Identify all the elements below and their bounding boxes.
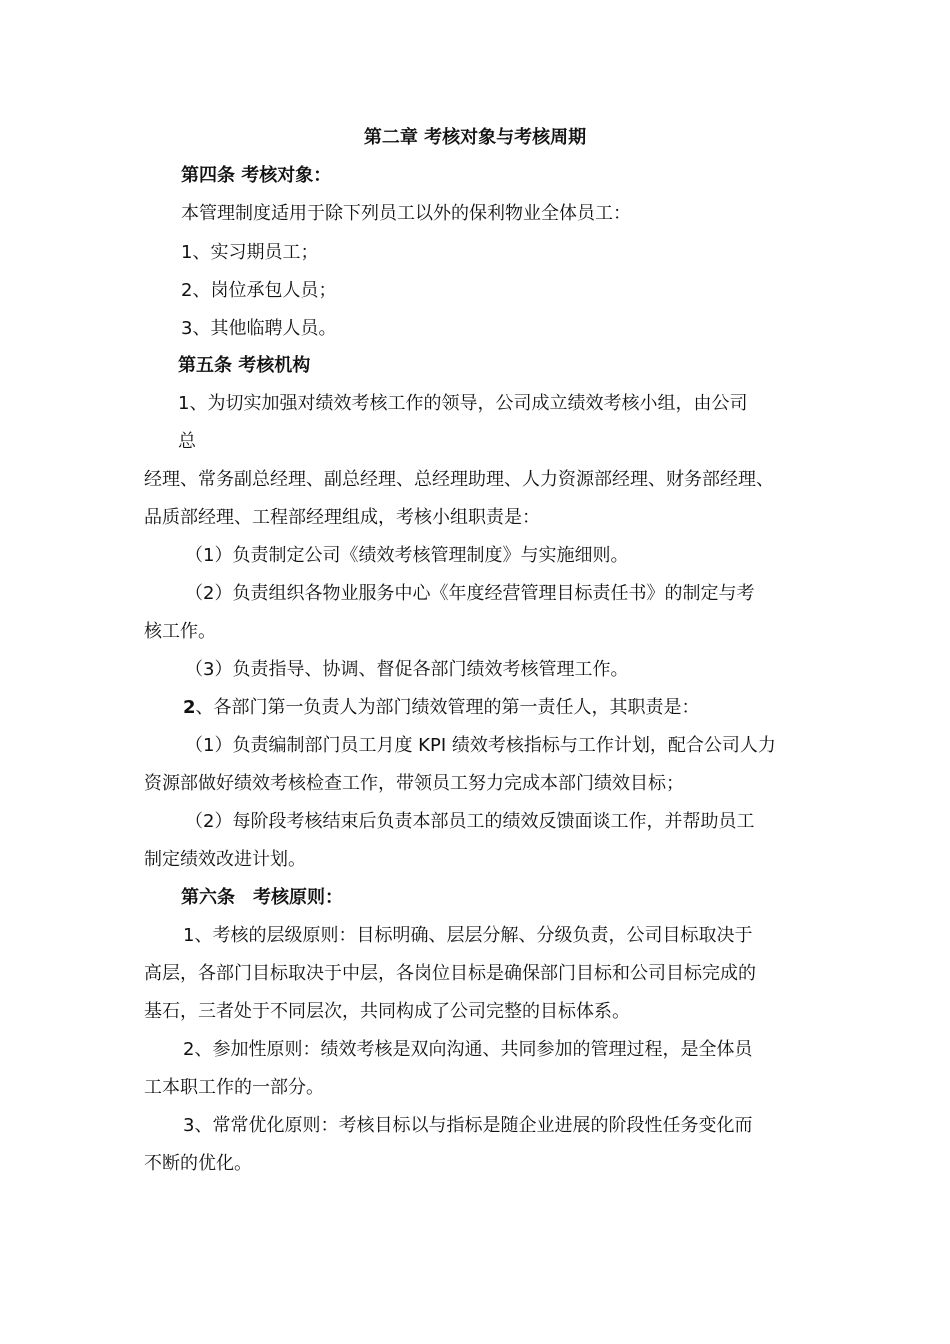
article-5-para-2-number: 2 — [183, 697, 196, 718]
article-5-resp-2-line-2: 制定绩效改进计划。 — [144, 849, 306, 870]
article-6-principle-1-line-1: 1、考核的层级原则：目标明确、层层分解、分级负责，公司目标取决于 — [183, 925, 753, 946]
article-6-principle-2-line-1: 2、参加性原则：绩效考核是双向沟通、共同参加的管理过程，是全体员 — [183, 1039, 753, 1060]
article-5-para-1-line-1: 1、为切实加强对绩效考核工作的领导，公司成立绩效考核小组，由公司 — [178, 393, 748, 414]
article-5-resp-2-line-1: （2）每阶段考核结束后负责本部员工的绩效反馈面谈工作，并帮助员工 — [185, 811, 755, 832]
article-4-item-3: 3、其他临聘人员。 — [181, 318, 337, 339]
article-5-duty-3: （3）负责指导、协调、督促各部门绩效考核管理工作。 — [185, 659, 629, 680]
article-5-duty-2-line-1: （2）负责组织各物业服务中心《年度经营管理目标责任书》的制定与考 — [185, 583, 755, 604]
article-5-para-1-line-4: 品质部经理、工程部经理组成，考核小组职责是： — [144, 507, 540, 528]
chapter-title: 第二章 考核对象与考核周期 — [363, 127, 587, 148]
article-5-para-2 — [183, 695, 700, 721]
article-5-duty-2-line-2: 核工作。 — [144, 621, 216, 642]
article-6-principle-1-line-3: 基石，三者处于不同层次，共同构成了公司完整的目标体系。 — [144, 1001, 630, 1022]
article-5-para-1-line-3: 经理、常务副总经理、副总经理、总经理助理、人力资源部经理、财务部经理、 — [144, 469, 774, 490]
article-6-principle-3-line-1: 3、常常优化原则：考核目标以与指标是随企业进展的阶段性任务变化而 — [183, 1115, 753, 1136]
article-5-duty-1: （1）负责制定公司《绩效考核管理制度》与实施细则。 — [185, 545, 629, 566]
article-5-resp-1-line-1: （1）负责编制部门员工月度 KPI 绩效考核指标与工作计划，配合公司人力 — [185, 735, 776, 756]
article-4-item-2: 2、岗位承包人员； — [181, 280, 337, 301]
article-6-heading: 第六条 考核原则： — [181, 887, 343, 908]
article-4-item-1: 1、实习期员工； — [181, 242, 319, 263]
article-4-heading: 第四条 考核对象： — [181, 165, 332, 186]
article-6-principle-2-line-2: 工本职工作的一部分。 — [144, 1077, 324, 1098]
article-5-resp-1-line-2: 资源部做好绩效考核检查工作，带领员工努力完成本部门绩效目标； — [144, 773, 684, 794]
article-5-para-2-text: 、各部门第一负责人为部门绩效管理的第一责任人，其职责是： — [195, 697, 700, 718]
article-5-para-1-line-2: 总 — [178, 431, 196, 452]
article-5-heading: 第五条 考核机构 — [178, 355, 311, 376]
article-6-principle-1-line-2: 高层，各部门目标取决于中层，各岗位目标是确保部门目标和公司目标完成的 — [144, 963, 756, 984]
article-6-principle-3-line-2: 不断的优化。 — [144, 1153, 252, 1174]
article-4-intro: 本管理制度适用于除下列员工以外的保利物业全体员工： — [181, 203, 631, 224]
